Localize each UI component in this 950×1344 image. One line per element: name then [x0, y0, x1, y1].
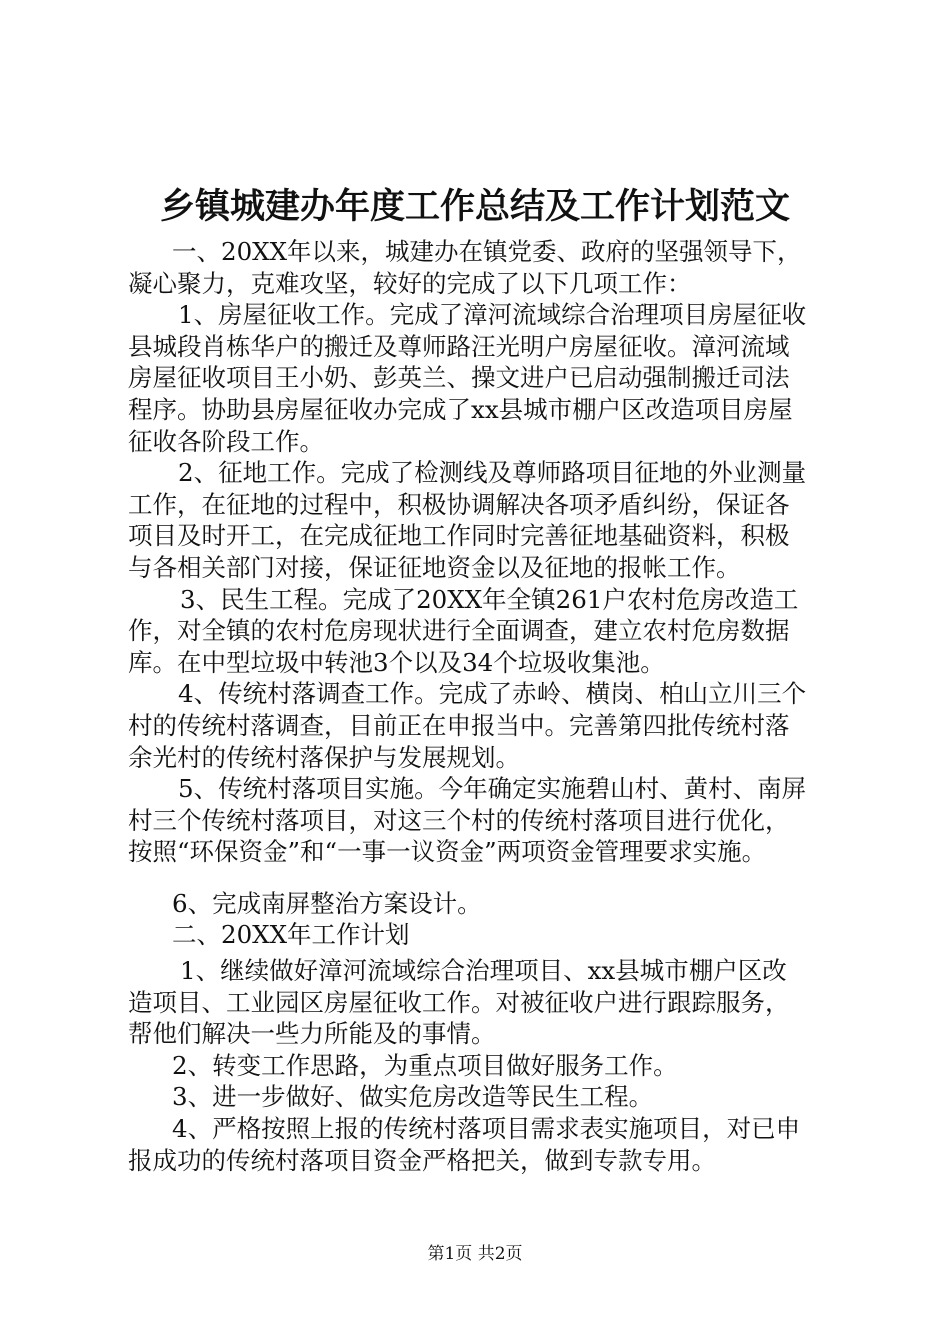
text-line: 余光村的传统村落保护与发展规划。 — [128, 742, 520, 772]
text-line: 村三个传统村落项目，对这三个村的传统村落项目进行优化， — [128, 805, 790, 835]
document-title: 乡镇城建办年度工作总结及工作计划范文 — [159, 186, 790, 227]
text-line: 1、继续做好漳河流域综合治理项目、xx县城市棚户区改 — [180, 956, 787, 986]
text-line: 凝心聚力，克难攻坚，较好的完成了以下几项工作： — [128, 268, 692, 298]
text-line: 4、严格按照上报的传统村落项目需求表实施项目，对已申 — [172, 1114, 801, 1144]
text-line: 征收各阶段工作。 — [128, 426, 324, 456]
text-line: 报成功的传统村落项目资金严格把关，做到专款专用。 — [128, 1145, 716, 1175]
text-line: 帮他们解决一些力所能及的事情。 — [128, 1019, 496, 1049]
text-line: 2、征地工作。完成了检测线及尊师路项目征地的外业测量 — [178, 458, 807, 488]
text-line: 2、转变工作思路，为重点项目做好服务工作。 — [172, 1050, 678, 1080]
text-line: 与各相关部门对接，保证征地资金以及征地的报帐工作。 — [128, 552, 741, 582]
text-line: 按照“环保资金”和“一事一议资金”两项资金管理要求实施。 — [128, 837, 767, 867]
page-number: 第1页 共2页 — [427, 1244, 523, 1264]
text-line: 3、进一步做好、做实危房改造等民生工程。 — [172, 1082, 654, 1112]
text-line: 工作，在征地的过程中，积极协调解决各项矛盾纠纷，保证各 — [128, 489, 790, 519]
text-line: 项目及时开工，在完成征地工作同时完善征地基础资料，积极 — [128, 521, 790, 551]
text-line: 县城段肖栋华户的搬迁及尊师路汪光明户房屋征收。漳河流域 — [128, 331, 790, 361]
text-line: 房屋征收项目王小奶、彭英兰、操文进户已启动强制搬迁司法 — [128, 363, 790, 393]
text-line: 1、房屋征收工作。完成了漳河流域综合治理项目房屋征收 — [178, 300, 807, 330]
section-heading: 二、20XX年工作计划 — [172, 920, 410, 950]
text-line: 造项目、工业园区房屋征收工作。对被征收户进行跟踪服务， — [128, 987, 790, 1017]
document-body — [128, 236, 838, 1176]
text-line: 4、传统村落调查工作。完成了赤岭、横岗、柏山立川三个 — [178, 679, 807, 709]
text-line: 6、完成南屏整治方案设计。 — [172, 888, 482, 918]
text-line: 一、20XX年以来，城建办在镇党委、政府的坚强领导下， — [172, 237, 802, 266]
text-line: 村的传统村落调查，目前正在申报当中。完善第四批传统村落 — [128, 710, 790, 740]
paragraph-gap — [128, 868, 838, 888]
text-line: 5、传统村落项目实施。今年确定实施碧山村、黄村、南屏 — [178, 774, 807, 804]
text-line: 3、民生工程。完成了20XX年全镇261户农村危房改造工 — [180, 584, 799, 614]
text-line: 程序。协助县房屋征收办完成了xx县城市棚户区改造项目房屋 — [128, 394, 793, 424]
text-line: 库。在中型垃圾中转池3个以及34个垃圾收集池。 — [128, 647, 665, 677]
text-line: 作，对全镇的农村危房现状进行全面调查，建立农村危房数据 — [128, 616, 790, 646]
